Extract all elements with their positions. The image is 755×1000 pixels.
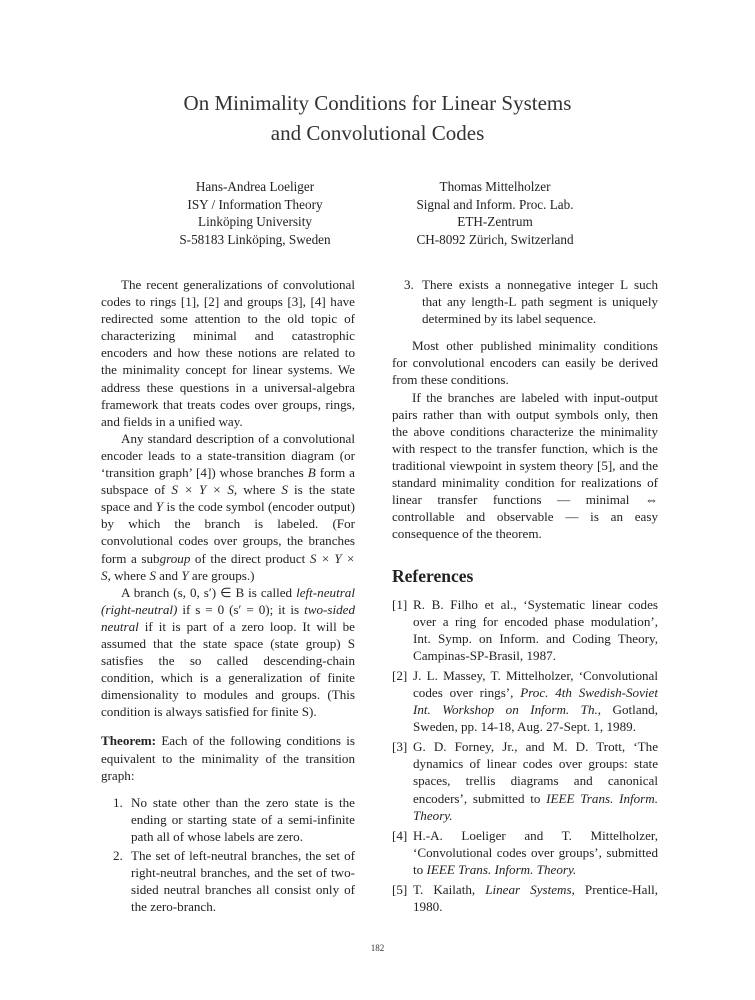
text-span: is the code symbol (encoder output) by which the branch is labeled. (For convolutional codes over groups, the branches form a sub (101, 499, 355, 566)
reference-number: [3] (392, 739, 408, 755)
reference-number: [1] (392, 596, 408, 612)
theorem-text: Each of the following conditions is equivalent to the minimality of the transition graph: (101, 733, 355, 783)
author-name: Hans-Andrea Loeliger (195, 179, 315, 194)
reference-list (392, 596, 658, 916)
page-number: 182 (370, 943, 385, 953)
paragraph-transition-graph (101, 430, 355, 584)
theorem-label: Theorem: (101, 733, 157, 749)
reference-item (392, 881, 658, 915)
author-name: Thomas Mittelholzer (439, 179, 551, 194)
condition-item (101, 794, 355, 845)
text-span: of the direct product (190, 550, 310, 566)
text-span: A branch (s, 0, s′) ∈ B is called (121, 584, 297, 600)
condition-number: 3. (404, 277, 414, 292)
text-span: are groups.) (188, 567, 255, 583)
text-span: form a subspace of (101, 465, 355, 498)
references-heading: References (392, 566, 474, 587)
reference-venue: Linear Systems (485, 882, 572, 897)
reference-text: , Gotland, Sweden, pp. 14-18, Aug. 27-Sept. 1, 1989. (413, 702, 658, 735)
reference-text: , Prentice-Hall, 1980. (413, 882, 658, 915)
reference-text: J. L. Massey, T. Mittelholzer, ‘Convolutional codes over rings’, (413, 667, 658, 700)
condition-item (392, 276, 658, 327)
title-line-1: On Minimality Conditions for Linear Systems (183, 91, 572, 115)
theorem-statement (101, 732, 355, 783)
author-affiliation: ISY / Information Theory (187, 196, 323, 212)
text-span: , where (233, 482, 282, 498)
math-Y: Y (155, 499, 164, 515)
paragraph-intro: The recent generalizations of convolutional codes to rings [1], [2] and groups [3], [4] have redirected some attention to the old topic of characterizing minimal and catastrophic encoders and how these notions are related to the minimality concept for linear systems. We address these questions in a universal-algebra framework that treats codes over groups, rings, and fields in a unified way. (101, 277, 355, 429)
paper-title (100, 88, 655, 148)
author-affiliation: ETH-Zentrum (457, 214, 533, 230)
condition-text: The set of left-neutral branches, the set of right-neutral branches, and the set of two-sided neutral branches all consist only of the zero-branch. (131, 848, 355, 915)
math-Y: Y (181, 567, 189, 583)
right-column (392, 276, 658, 918)
author-block-1 (155, 178, 355, 248)
author-affiliation: Linköping University (198, 214, 312, 230)
term-left-neutral: left-neutral (right-neutral) (101, 584, 355, 617)
condition-list (101, 794, 355, 916)
math-S: S (149, 567, 156, 583)
reference-venue: Proc. 4th Swedish-Soviet Int. Workshop on Inform. Th. (413, 684, 658, 718)
paragraph-transfer-function: If the branches are labeled with input-output pairs rather than with output symbols only, then the above conditions characterize the minimality with respect to the transfer function, which is the traditional viewpoint in system theory [5], and the standard minimality condition for realizations of linear transfer functions — minimal ⇔ controllable and observable — is an easy consequence of the theorem. (392, 389, 658, 542)
reference-text: R. B. Filho et al., ‘Systematic linear codes over a ring for encoded phase modulation’, Int. Symp. on Inform. and Coding Theory, Campinas-SP-Brasil, 1987. (413, 596, 658, 663)
condition-number: 2. (113, 848, 123, 863)
reference-text: G. D. Forney, Jr., and M. D. Trott, ‘The dynamics of linear codes over groups: state spaces, trellis diagrams and canonical encoders’, submitted to (413, 739, 658, 806)
author-address: S-58183 Linköping, Sweden (179, 231, 331, 247)
condition-text: No state other than the zero state is the ending or starting state of a semi-infinite path all of whose labels are zero. (131, 794, 355, 844)
paragraph-neutral-branches (101, 584, 355, 721)
reference-text: T. Kailath, (413, 882, 486, 897)
condition-text: There exists a nonnegative integer L such that any length-L path segment is uniquely determined by its label sequence. (422, 277, 658, 327)
author-block-2 (395, 178, 595, 248)
reference-item (392, 596, 658, 664)
title-line-2: and Convolutional Codes (270, 121, 485, 145)
reference-venue: IEEE Trans. Inform. Theory. (426, 861, 577, 877)
author-affiliation: Signal and Inform. Proc. Lab. (416, 196, 574, 212)
reference-venue: IEEE Trans. Inform. Theory. (413, 790, 659, 823)
text-span: is the state space and (101, 482, 355, 515)
term-two-sided-neutral: two-sided neutral (101, 601, 355, 634)
text-span: if it is part of a zero loop. It will be assumed that the state space (state group) S satisfies the so called descending-chain condition, which is a generalization of finite dimensionality to modules and groups. (This condition is always satisfied for finite S). (101, 618, 355, 720)
emphasis-group: group (159, 550, 191, 566)
math-S: S (281, 482, 288, 498)
reference-item (392, 738, 658, 823)
reference-number: [2] (392, 667, 408, 683)
reference-item (392, 667, 658, 735)
text-span: if s = 0 (s′ = 0); it is (177, 601, 305, 617)
reference-text: H.-A. Loeliger and T. Mittelholzer, ‘Convolutional codes over groups’, submitted to (413, 827, 658, 877)
text-span: , where (107, 567, 150, 583)
condition-number: 1. (113, 794, 123, 810)
text-span: Any standard description of a convolutional encoder leads to a state-transition diagram (or ‘transition graph’ [4]) whose branches (101, 430, 355, 481)
author-address: CH-8092 Zürich, Switzerland (416, 231, 574, 247)
reference-number: [5] (392, 882, 408, 897)
math-B: B (307, 465, 316, 481)
condition-list-continued (392, 276, 658, 327)
math-product: S × Y × S (171, 482, 234, 498)
reference-number: [4] (392, 827, 408, 843)
condition-item (101, 847, 355, 915)
reference-item (392, 827, 658, 878)
paragraph-other-conditions: Most other published minimality conditions for convolutional encoders can easily be derived from these conditions. (392, 338, 658, 388)
text-span: and (155, 567, 182, 583)
math-product: S × Y × S (101, 550, 355, 583)
left-column (101, 276, 355, 917)
